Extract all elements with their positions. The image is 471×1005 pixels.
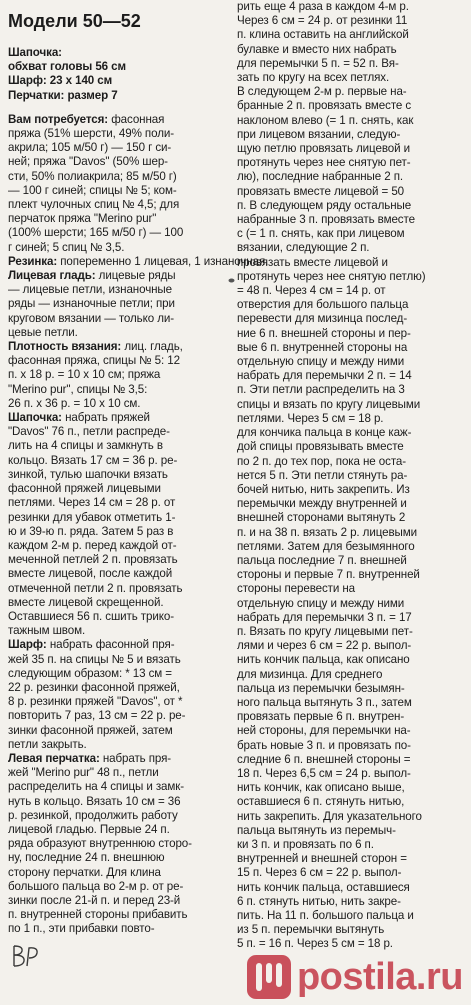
text-line: наклоном влево (= 1 п. снять, как	[237, 113, 414, 127]
text-paragraph	[8, 340, 230, 411]
text-line: ней стороны, для перемычки на-	[237, 724, 411, 738]
text-line	[8, 113, 230, 127]
text-line: п. В следующем ряду остальные	[237, 198, 412, 212]
text-line: В следующем 2-м р. первые на-	[237, 85, 407, 99]
text-line: внутренней и внешней сторон =	[237, 852, 407, 866]
text-paragraph	[8, 411, 230, 638]
text-line: зинкой, тулью шапочки вязать	[8, 467, 168, 481]
text-line: цевые петли.	[8, 325, 78, 339]
text-line: внешней сторонами вытянуть 2	[237, 511, 406, 525]
text-line: с (= 1 п. снять, как при лицевом	[237, 227, 405, 241]
text-line: Оставшиеся 56 п. сшить трико-	[8, 609, 174, 623]
text-line: вые 6 п. внутренней стороны на	[237, 340, 408, 354]
text-line: отмеченной петли 2 п. провязать	[8, 581, 183, 595]
text-line: резинки для убавок отметить 1-	[8, 510, 176, 524]
text-line: жей "Merino pur" 48 п., петли	[8, 766, 159, 780]
text-line: п. х 18 р. = 10 х 10 см; пряжа	[8, 368, 161, 382]
text-line: петли закрыть.	[8, 737, 87, 751]
text-line: при лицевом вязании, следую-	[237, 127, 401, 141]
text-line: протянуть через нее снятую пет-	[237, 156, 411, 170]
text-line: п. и на 38 п. вязать 2 р. лицевыми	[237, 525, 418, 539]
text-line	[8, 752, 230, 766]
text-line: отдельную спицу и между ними	[237, 596, 405, 610]
text-line: зать по кругу на всех петлях.	[237, 71, 390, 85]
postila-logo-icon	[247, 955, 291, 999]
text-line: стороны перевести на	[237, 582, 356, 596]
text-line: стороны и первые 7 п. внутренней	[237, 568, 420, 582]
text-line: пальца вытянуть из перемыч-	[237, 823, 396, 837]
text-line: спицы и вязать по кругу лицевыми	[237, 397, 421, 411]
text-line: провязать вместе лицевой и	[237, 255, 388, 269]
header-line: обхват головы 56 см	[8, 60, 126, 74]
text-line: нить закрепить. Для указательного	[237, 809, 422, 823]
text-line: лицевой гладью. Первые 24 п.	[8, 822, 170, 836]
paragraph-text: набрать фасонной пря-	[49, 638, 175, 652]
paragraph-text: лиц. гладь,	[124, 340, 183, 354]
paragraph-text: лицевые ряды	[98, 269, 176, 283]
paragraph-text: набрать пря-	[102, 751, 172, 765]
text-line: нить кончик пальца, как описано	[237, 653, 410, 667]
text-paragraph	[8, 113, 230, 255]
text-line: лю), последние набранные 2 п.	[237, 170, 404, 184]
text-line: рить еще 4 раза в каждом 4-м р.	[237, 0, 409, 13]
text-line: лями и через 6 см = 22 р. выпол-	[237, 639, 412, 653]
text-line: пить. На 11 п. большого пальца и	[237, 909, 414, 922]
text-line: для кончика пальца в конце каж-	[237, 426, 412, 440]
text-line: петлями. Через 14 см = 28 р. от	[8, 496, 176, 510]
text-line: 5 п. = 16 п. Через 5 см = 18 р.	[237, 937, 393, 951]
text-paragraph	[8, 638, 230, 752]
paragraph-text: набрать пряжей	[65, 411, 150, 425]
text-line: отверстия для большого пальца	[237, 298, 409, 312]
text-line: для мизинца. Для среднего	[237, 667, 383, 681]
text-line: распределить на 4 спицы и замк-	[8, 780, 185, 794]
right-text	[237, 0, 465, 952]
text-line: дой спицы провязывать вместе	[237, 440, 404, 454]
text-line: набранные 3 п. провязать вместе	[237, 213, 415, 227]
text-line: п. клина оставить на английской	[237, 28, 409, 42]
right-column	[237, 0, 465, 952]
text-line: следующим образом: * 13 см =	[8, 666, 172, 680]
text-line: акрила; 105 м/50 г) — 150 г си-	[8, 141, 172, 155]
text-line: провязать первые 6 п. внутрен-	[237, 710, 405, 724]
text-line: "Davos" 76 п., петли распреде-	[8, 425, 170, 439]
spacer	[8, 103, 230, 113]
text-line: петлями. Затем для безымянного	[237, 539, 415, 553]
text-line	[8, 411, 230, 425]
text-line	[8, 340, 230, 354]
header-line: Шапочка:	[8, 46, 62, 59]
text-line: 6 п. стянуть нитью, нить закре-	[237, 894, 401, 908]
text-line: ряды — изнаночные петли; при	[8, 297, 175, 311]
watermark	[247, 955, 463, 999]
text-line: для перемычки 5 п. = 52 п. Вя-	[237, 56, 399, 70]
text-line: каждом 2-м р. перед каждой от-	[8, 538, 177, 552]
text-line: перемычки между внутренней и	[237, 497, 407, 511]
text-line: п. Вязать по кругу лицевыми пет-	[237, 624, 413, 638]
text-line	[8, 269, 230, 283]
print-speck	[228, 278, 235, 283]
text-line: ней; пряжа "Davos" (50% шер-	[8, 155, 168, 169]
text-line: петлями. Через 5 см = 18 р.	[237, 411, 384, 425]
text-line: ки 3 п. и провязать по 6 п.	[237, 837, 374, 851]
text-line: булавке и вместо них набрать	[237, 42, 397, 56]
text-line: "Merino pur", спицы № 3,5:	[8, 382, 148, 396]
text-line	[8, 254, 269, 269]
text-line: ну, последние 24 п. внешнюю	[8, 851, 165, 865]
text-line: тажным швом.	[8, 624, 86, 638]
text-line: вязании, следующие 2 п.	[237, 241, 370, 255]
text-line: оставшиеся 6 п. стянуть нитью,	[237, 795, 405, 809]
text-line: кольцо. Вязать 17 см = 36 р. ре-	[8, 453, 178, 467]
paragraph-heading: Вам потребуется:	[8, 112, 109, 126]
text-line: лить на 4 спицы и замкнуть в	[8, 439, 163, 453]
text-line: 22 р. резинки фасонной пряжей,	[8, 680, 180, 694]
text-line: 26 п. х 36 р. = 10 х 10 см.	[8, 396, 141, 410]
text-line: ного пальца вытянуть 3 п., затем	[237, 695, 412, 709]
paragraph-heading: Шарф:	[8, 638, 47, 652]
text-line: вместе лицевой скрещенной.	[8, 595, 164, 609]
text-line: протянуть через нее снятую петлю)	[237, 269, 426, 283]
text-line: = 48 п. Через 4 см = 14 р. от	[237, 284, 386, 298]
text-line: провязать вместе лицевой = 50	[237, 184, 405, 198]
text-line: Через 6 см = 24 р. от резинки 11	[237, 14, 408, 28]
text-line: — 100 г синей; спицы № 5; ком-	[8, 183, 177, 197]
text-line: 15 п. Через 6 см = 22 р. выпол-	[237, 866, 402, 880]
text-line: по 2 п. до тех пор, пока не оста-	[237, 454, 407, 468]
header-line: Перчатки: размер 7	[8, 88, 118, 102]
text-line: набрать для перемычки 3 п. = 17	[237, 610, 412, 624]
text-line: — лицевые петли, изнаночные	[8, 283, 173, 297]
text-line: р. резинкой, продолжить работу	[8, 808, 178, 822]
text-line: ряда образуют внутреннюю сторо-	[8, 837, 192, 851]
text-line: набрать для перемычки 2 п. = 14	[237, 369, 412, 383]
text-line: отдельную спицу и между ними	[237, 355, 405, 369]
text-line: сти, 50% полиакрила; 85 м/50 г)	[8, 169, 177, 183]
size-header	[8, 46, 230, 103]
paragraph-heading: Шапочка:	[8, 411, 62, 425]
text-line: по 1 п., эти прибавки повто-	[8, 922, 155, 936]
text-line: 8 р. резинки пряжей "Davos", от *	[8, 695, 183, 709]
text-line: из 5 п. перемычки вытянуть	[237, 923, 385, 937]
text-line: круговом вязании — только ли-	[8, 311, 174, 325]
text-line: зинки фасонной пряжей, затем	[8, 723, 173, 737]
text-line: меченной петлей 2 п. провязать	[8, 553, 178, 567]
text-paragraph	[8, 254, 269, 269]
text-line: пальца из перемычки безымян-	[237, 681, 405, 695]
text-line: пальца последние 7 п. внешней	[237, 553, 407, 567]
paragraph-text: фасонная	[111, 112, 165, 126]
paragraph-heading: Плотность вязания:	[8, 340, 122, 354]
text-line: нить кончик пальца, оставшиеся	[237, 880, 410, 894]
text-line: плект чулочных спиц № 4,5; для	[8, 198, 180, 212]
text-line: фасонная пряжа, спицы № 5: 12	[8, 354, 180, 368]
text-line: 18 п. Через 6,5 см = 24 р. выпол-	[237, 766, 411, 780]
paragraph-heading: Левая перчатка:	[8, 751, 100, 765]
text-line: пряжа (51% шерсти, 49% поли-	[8, 127, 175, 141]
text-line: нется 5 п. Эти петли стянуть ра-	[237, 468, 408, 482]
text-line: (100% шерсти; 165 м/50 г) — 100	[8, 226, 184, 240]
signature-mark	[10, 940, 44, 974]
text-line: зинки после 21-й п. и перед 23-й	[8, 893, 181, 907]
text-line: большого пальца во 2-м р. от ре-	[8, 879, 184, 893]
text-line: нить кончик, как описано выше,	[237, 781, 405, 795]
text-line: п. Эти петли распределить на 3	[237, 383, 405, 397]
text-line: щую петлю провязать лицевой и	[237, 142, 410, 156]
header-line: Шарф: 23 х 140 см	[8, 74, 113, 88]
left-column	[8, 10, 269, 937]
text-line: п. внутренней стороны прибавить	[8, 908, 188, 922]
paragraph-text: попеременно 1 лицевая, 1 изнаночная.	[60, 254, 269, 268]
text-line: перевести для мизинца послед-	[237, 312, 408, 326]
page-title: Модели 50—52	[8, 11, 141, 31]
paragraph-heading: Резинка:	[8, 254, 58, 268]
text-line	[8, 638, 230, 652]
text-line: бранные 2 п. провязать вместе с	[237, 99, 412, 113]
text-paragraph	[8, 752, 230, 937]
text-line: ние 6 п. внешней стороны и пер-	[237, 326, 411, 340]
text-line: вместе лицевой, после каждой	[8, 567, 173, 581]
text-line: брать новые 3 п. и провязать по-	[237, 738, 411, 752]
paragraph-heading: Лицевая гладь:	[8, 269, 96, 283]
text-line: ю и 39-ю п. ряда. Затем 5 раз в	[8, 524, 174, 538]
text-line: фасонной пряжей лицевыми	[8, 482, 161, 496]
text-line: бочей нитью, нить закрепить. Из	[237, 482, 410, 496]
left-paragraphs	[8, 112, 269, 937]
text-line: повторить 7 раз, 13 см = 22 р. ре-	[8, 709, 186, 723]
text-line: следние 6 п. внешней стороны =	[237, 752, 411, 766]
text-line: жей 35 п. на спицы № 5 и вязать	[8, 652, 181, 666]
text-line: г синей; 5 спиц № 3,5.	[8, 240, 125, 254]
text-line: сторону перчатки. Для клина	[8, 865, 161, 879]
text-line: нуть в кольцо. Вязать 10 см = 36	[8, 794, 181, 808]
text-paragraph	[8, 269, 230, 340]
text-line: перчаток пряжа "Merino pur"	[8, 212, 157, 226]
watermark-text: postila.ru	[296, 956, 463, 998]
